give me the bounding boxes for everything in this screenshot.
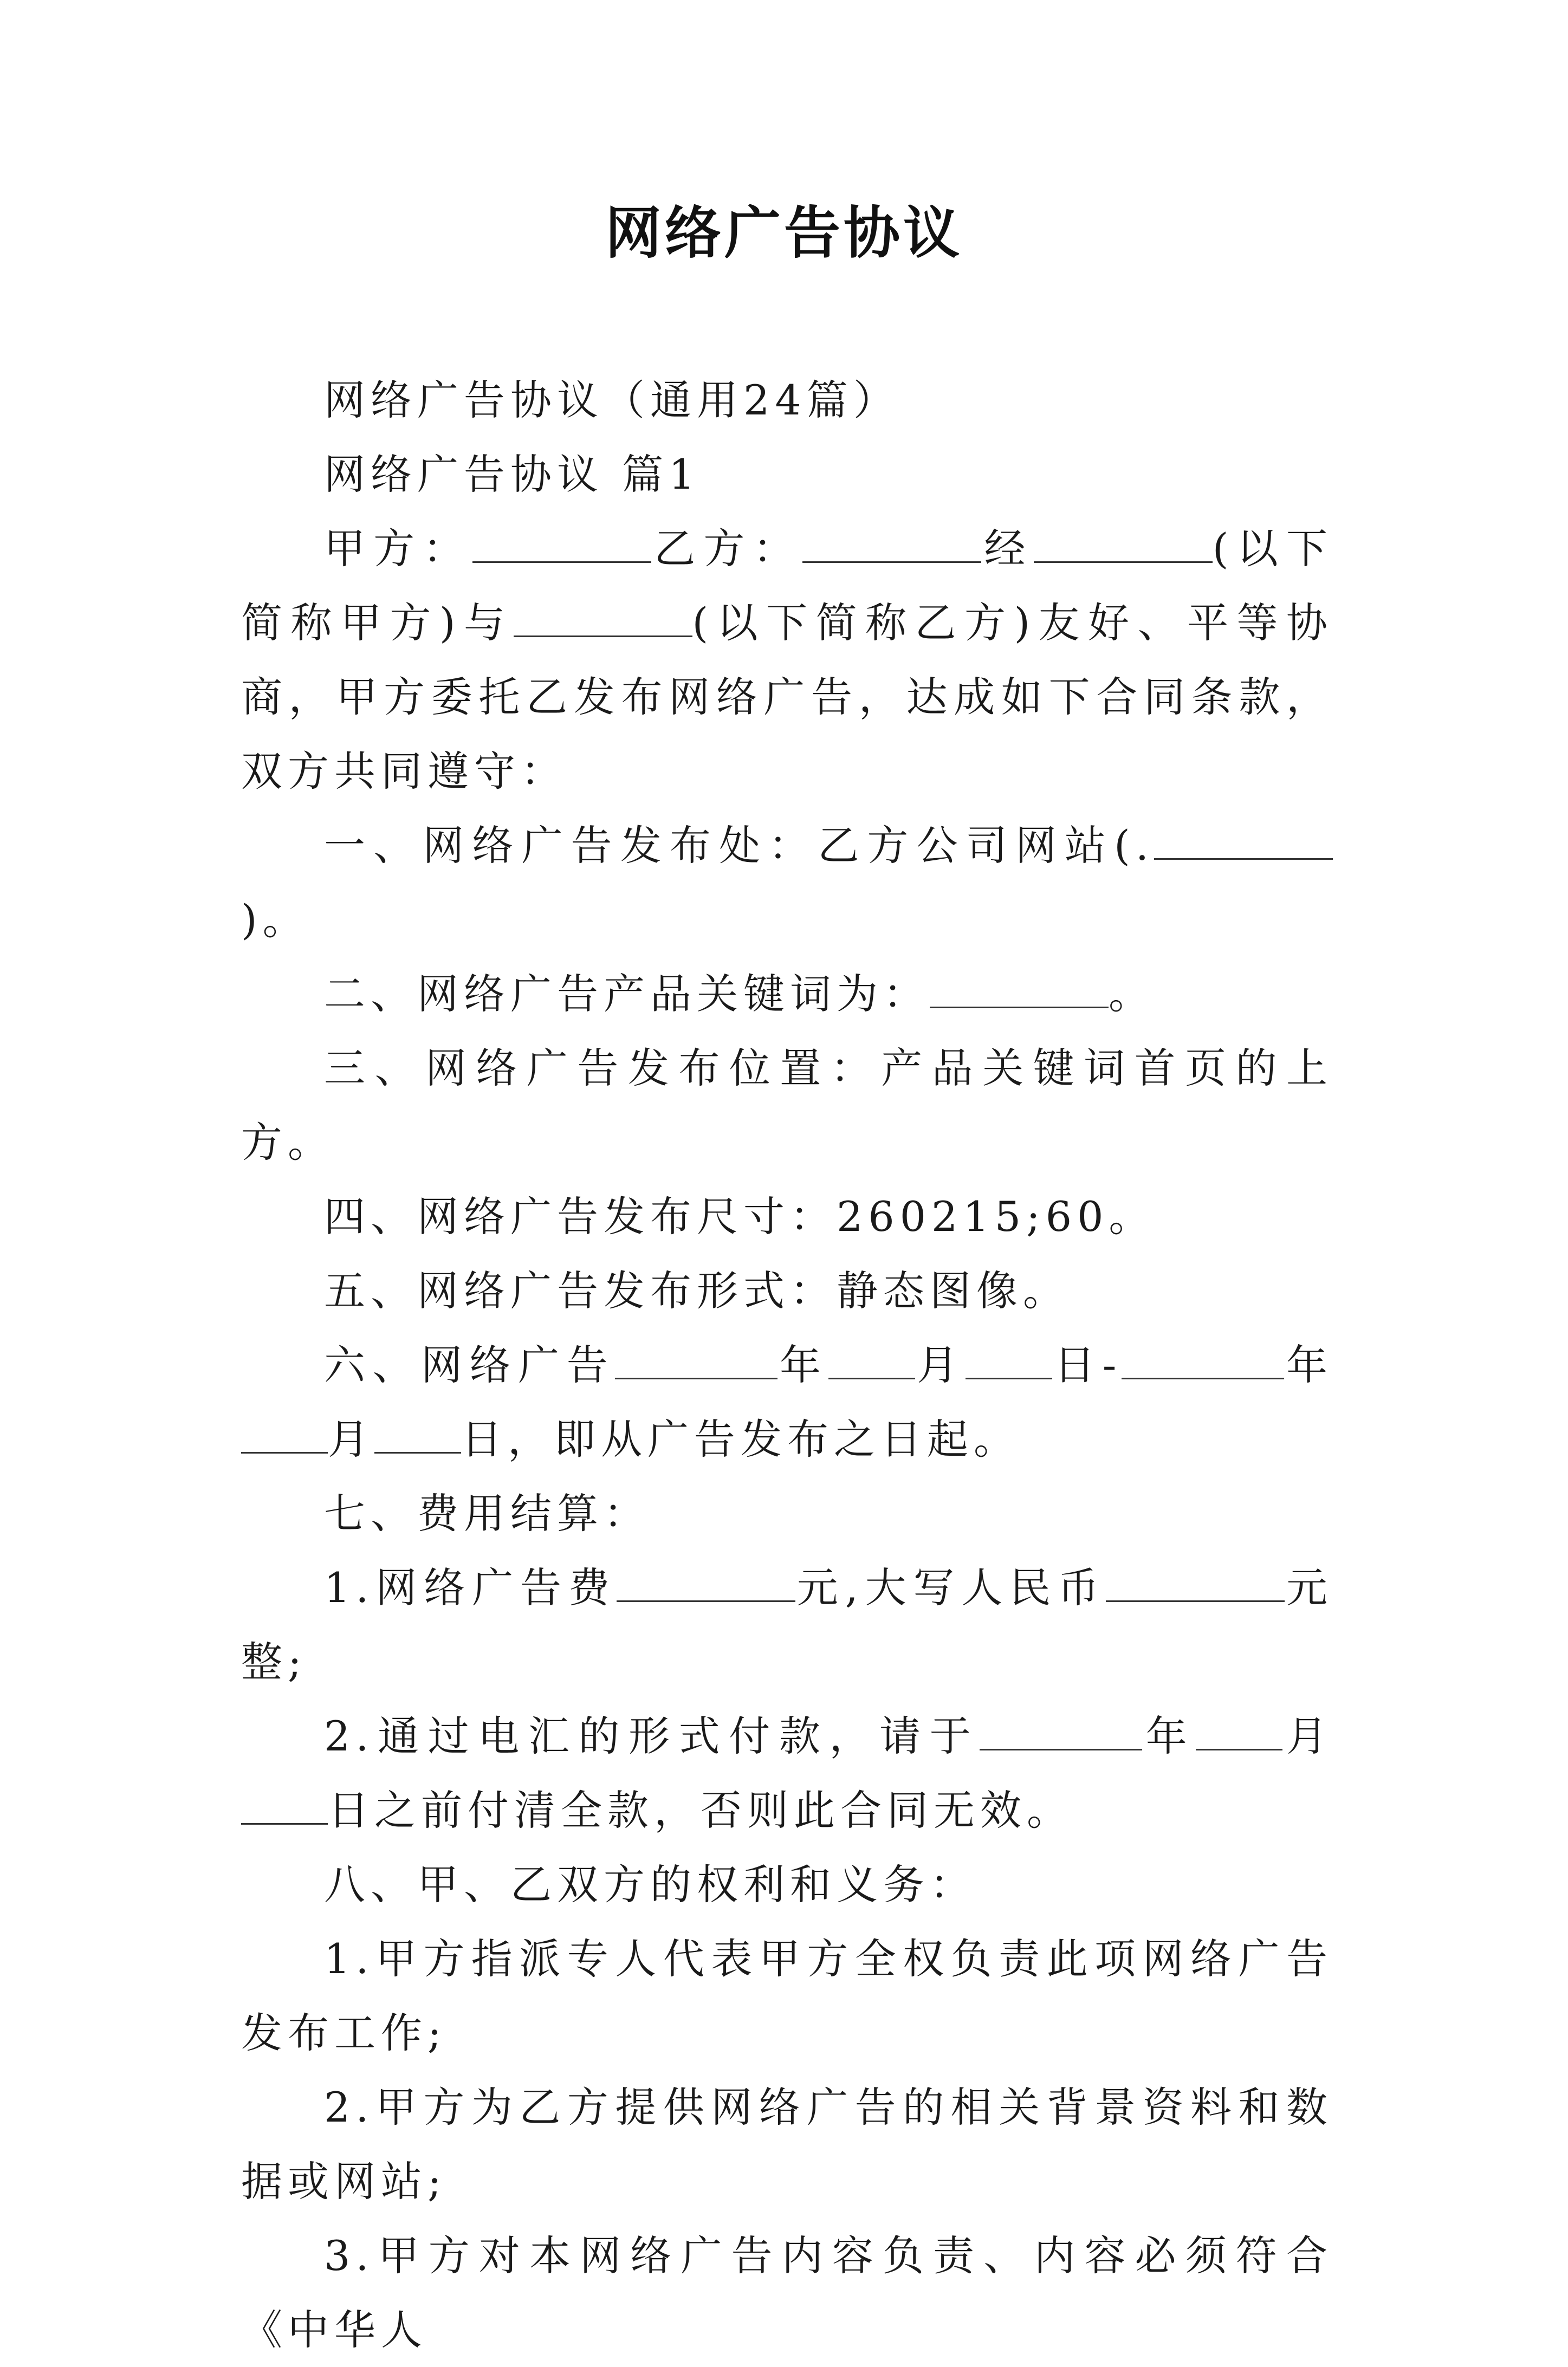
- document-title: 网络广告协议: [605, 199, 963, 266]
- clause-5-text: 五、网络广告发布形式：静态图像。: [324, 1267, 1070, 1315]
- party-b-blank: [802, 524, 981, 563]
- end-day-blank: [374, 1415, 461, 1454]
- paragraph-clause-4: [241, 1179, 1333, 1254]
- party-a-blank: [472, 524, 651, 563]
- end-month-label: 月: [328, 1415, 374, 1463]
- paragraph-clause-7: [241, 1476, 1333, 1551]
- party-a-label: 甲方：: [324, 524, 472, 573]
- website-blank: [1154, 821, 1333, 860]
- document-body: [241, 363, 1333, 2367]
- pay-year-blank: [980, 1712, 1142, 1750]
- abbrev-b-blank: [514, 599, 692, 637]
- party-b-label: 乙方：: [651, 524, 803, 573]
- start-month-blank: [828, 1341, 915, 1379]
- via-label: 经: [981, 524, 1034, 573]
- start-year-blank: [615, 1341, 777, 1379]
- end-year-blank: [1122, 1341, 1284, 1379]
- paragraph-duty-1: [241, 1922, 1333, 2070]
- clause-1-end: )。: [241, 896, 309, 944]
- duty-3-text: 3.甲方对本网络广告内容负责、内容必须符合《中华人: [241, 2232, 1333, 2354]
- end-year-label: 年: [1284, 1341, 1333, 1389]
- month-label: 月: [915, 1341, 966, 1389]
- keyword-blank: [930, 970, 1109, 1008]
- abbrev-a-text: (以下简称甲方)与: [241, 524, 1333, 647]
- payment-text: 2.通过电汇的形式付款，请于: [324, 1712, 980, 1760]
- duty-1-text: 1.甲方指派专人代表甲方全权负责此项网络广告发布工作;: [241, 1935, 1333, 2057]
- fee-capital-blank: [1106, 1564, 1285, 1602]
- paragraph-fee: [241, 1551, 1333, 1699]
- pay-month-blank: [1196, 1712, 1282, 1750]
- clause-7-text: 七、费用结算：: [324, 1489, 650, 1538]
- paragraph-clause-5: [241, 1254, 1333, 1328]
- paragraph-parties: [241, 511, 1333, 808]
- paragraph-clause-1: [241, 808, 1333, 957]
- fee-amount-blank: [617, 1564, 795, 1602]
- clause-1-text: 一、网络广告发布处：乙方公司网站(.: [324, 821, 1154, 870]
- pay-year-label: 年: [1142, 1712, 1196, 1760]
- paragraph-section-heading: [241, 437, 1333, 511]
- paragraph-duty-3: [241, 2219, 1333, 2367]
- subtitle-text: 网络广告协议（通用24篇）: [324, 376, 900, 424]
- fee-capital-label: 元,大写人民币: [795, 1564, 1106, 1612]
- fee-end: 元整;: [241, 1564, 1333, 1686]
- year-label: 年: [777, 1341, 828, 1389]
- paragraph-clause-6: [241, 1328, 1333, 1476]
- clause-2-text: 二、网络广告产品关键词为：: [324, 970, 930, 1018]
- day-label: 日-: [1052, 1341, 1122, 1389]
- clause-3-text: 三、网络广告发布位置：产品关键词首页的上方。: [241, 1044, 1333, 1166]
- via-blank: [1034, 524, 1213, 563]
- paragraph-clause-3: [241, 1031, 1333, 1179]
- clause-6-text: 六、网络广告: [324, 1341, 615, 1389]
- pay-month-label: 月: [1282, 1712, 1333, 1760]
- paragraph-clause-2: [241, 957, 1333, 1031]
- section-heading-text: 网络广告协议 篇1: [324, 450, 701, 498]
- start-day-blank: [966, 1341, 1052, 1379]
- fee-label: 1.网络广告费: [324, 1564, 617, 1612]
- paragraph-subtitle: [241, 363, 1333, 437]
- agreement-intro-text: (以下简称乙方)友好、平等协商，甲方委托乙发布网络广告，达成如下合同条款，双方共同遵守：: [241, 599, 1333, 795]
- clause-8-text: 八、甲、乙双方的权利和义务：: [324, 1860, 976, 1909]
- pay-day-blank: [241, 1786, 328, 1825]
- clause-4-text: 四、网络广告发布尺寸：260215;60。: [324, 1192, 1156, 1241]
- paragraph-clause-8: [241, 1847, 1333, 1922]
- end-month-blank: [241, 1415, 328, 1454]
- paragraph-duty-2: [241, 2070, 1333, 2219]
- clause-6-end: 日，即从广告发布之日起。: [461, 1415, 1020, 1463]
- paragraph-payment: [241, 1699, 1333, 1847]
- payment-end: 日之前付清全款，否则此合同无效。: [328, 1786, 1073, 1834]
- clause-2-end: 。: [1109, 970, 1155, 1018]
- duty-2-text: 2.甲方为乙方提供网络广告的相关背景资料和数据或网站;: [241, 2083, 1333, 2206]
